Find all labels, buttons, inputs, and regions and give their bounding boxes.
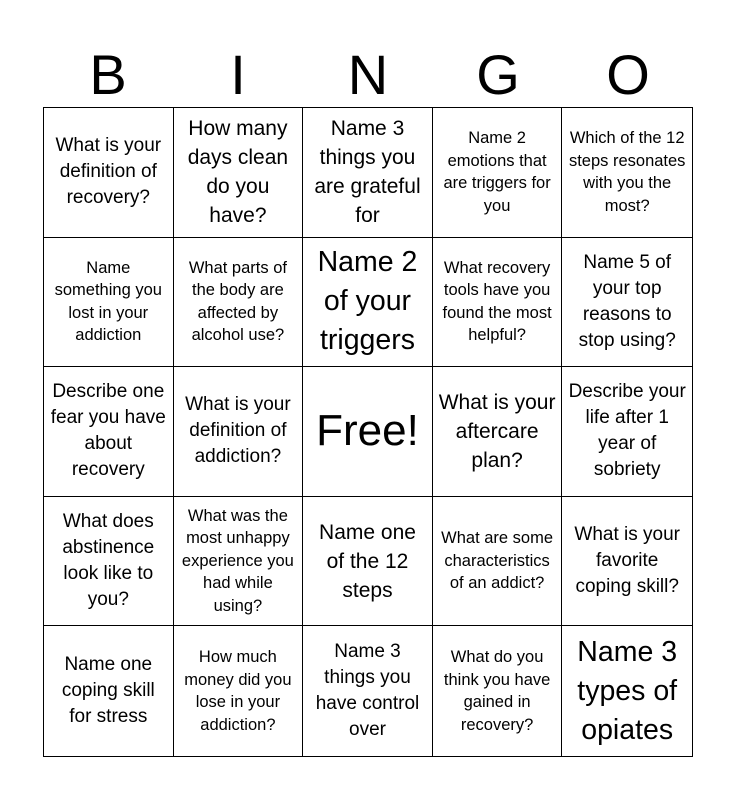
cell-text: What parts of the body are affected by alcohol use? bbox=[188, 258, 287, 345]
bingo-header bbox=[43, 44, 693, 106]
header-letter-o: O bbox=[606, 43, 650, 106]
cell-text: Name one of the 12 steps bbox=[319, 520, 416, 602]
cell-text: Name something you lost in your addiction bbox=[54, 258, 162, 345]
cell-text: Name 2 of your triggers bbox=[317, 246, 418, 357]
bingo-cell[interactable] bbox=[562, 367, 692, 497]
cell-text: How many days clean do you have? bbox=[187, 117, 289, 228]
cell-text: Describe your life after 1 year of sobriety bbox=[568, 381, 686, 481]
bingo-cell-free[interactable] bbox=[303, 367, 433, 497]
header-letter-i: I bbox=[230, 43, 246, 106]
bingo-cell[interactable] bbox=[174, 108, 304, 238]
cell-text: What is your aftercare plan? bbox=[438, 390, 556, 472]
cell-text: Name 5 of your top reasons to stop using? bbox=[578, 251, 676, 351]
cell-text: What is your favorite coping skill? bbox=[574, 524, 680, 598]
bingo-cell[interactable] bbox=[44, 367, 174, 497]
header-letter-g: G bbox=[476, 43, 520, 106]
bingo-cell[interactable] bbox=[433, 108, 563, 238]
cell-text: What are some characteristics of an addict? bbox=[441, 529, 554, 593]
cell-text: What is your definition of recovery? bbox=[55, 135, 162, 209]
header-letter-n: N bbox=[347, 43, 389, 106]
cell-text: Name 3 things you are grateful for bbox=[314, 117, 421, 228]
bingo-cell[interactable] bbox=[562, 497, 692, 627]
bingo-cell[interactable] bbox=[44, 497, 174, 627]
bingo-cell[interactable] bbox=[433, 626, 563, 756]
cell-text: What is your definition of addiction? bbox=[185, 394, 291, 468]
bingo-cell[interactable] bbox=[433, 497, 563, 627]
bingo-cell[interactable] bbox=[562, 238, 692, 368]
bingo-cell[interactable] bbox=[562, 108, 692, 238]
bingo-cell[interactable] bbox=[303, 238, 433, 368]
free-space-text: Free! bbox=[316, 406, 419, 456]
cell-text: What recovery tools have you found the most helpful? bbox=[442, 258, 552, 345]
cell-text: Which of the 12 steps resonates with you the most? bbox=[568, 129, 686, 215]
cell-text: Name 2 emotions that are triggers for you bbox=[443, 129, 551, 215]
cell-text: Name one coping skill for stress bbox=[61, 654, 155, 728]
cell-text: Name 3 types of opiates bbox=[577, 635, 678, 746]
cell-text: How much money did you lose in your addiction? bbox=[184, 648, 292, 734]
bingo-cell[interactable] bbox=[562, 626, 692, 756]
bingo-cell[interactable] bbox=[174, 626, 304, 756]
bingo-cell[interactable] bbox=[44, 626, 174, 756]
bingo-cell[interactable] bbox=[433, 367, 563, 497]
bingo-cell[interactable] bbox=[174, 238, 304, 368]
bingo-cell[interactable] bbox=[303, 108, 433, 238]
cell-text: What was the most unhappy experience you had while using? bbox=[181, 506, 294, 615]
cell-text: Name 3 things you have control over bbox=[315, 641, 420, 741]
bingo-cell[interactable] bbox=[303, 497, 433, 627]
bingo-cell[interactable] bbox=[44, 108, 174, 238]
cell-text: Describe one fear you have about recovery bbox=[50, 381, 166, 481]
bingo-cell[interactable] bbox=[433, 238, 563, 368]
cell-text: What do you think you have gained in recovery? bbox=[443, 648, 551, 734]
header-letter-b: B bbox=[89, 43, 127, 106]
bingo-cell[interactable] bbox=[174, 497, 304, 627]
bingo-cell[interactable] bbox=[174, 367, 304, 497]
cell-text: What does abstinence look like to you? bbox=[62, 511, 155, 611]
bingo-cell[interactable] bbox=[44, 238, 174, 368]
bingo-cell[interactable] bbox=[303, 626, 433, 756]
bingo-card bbox=[43, 107, 693, 757]
